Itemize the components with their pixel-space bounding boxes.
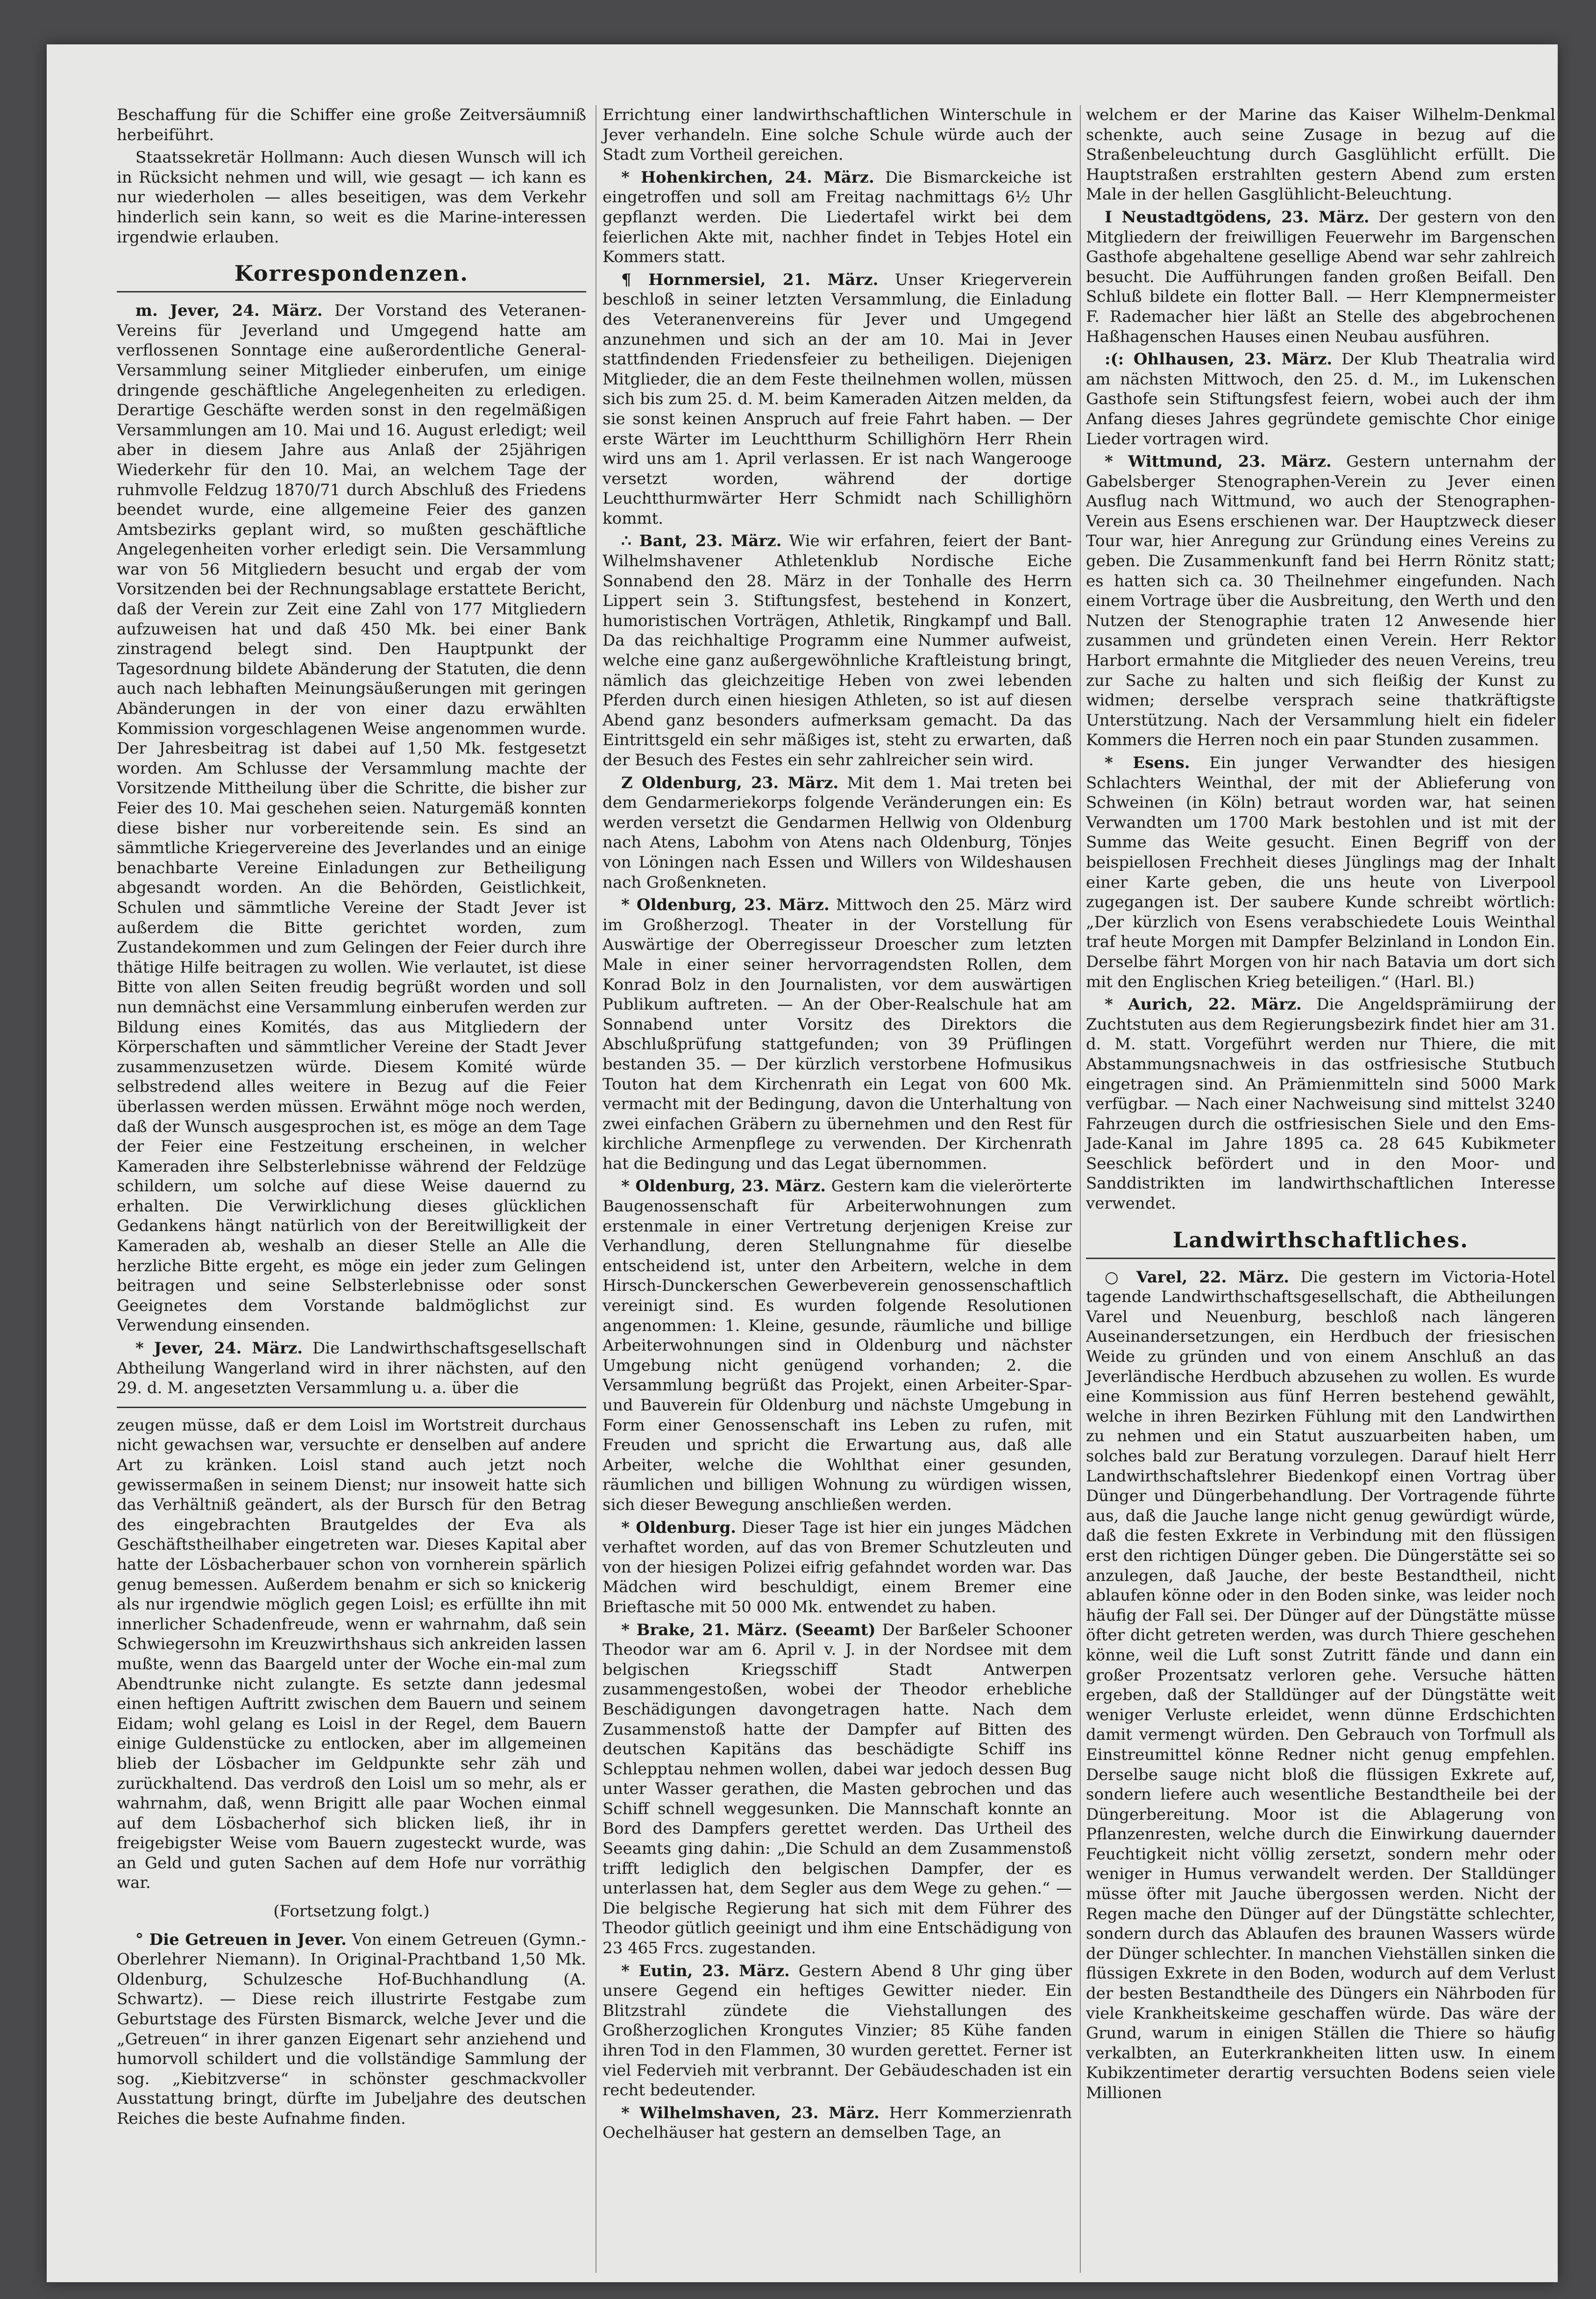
feuilleton-divider xyxy=(117,1407,586,1408)
article-text: Die Bismarckeiche ist eingetroffen und soll am Freitag nachmittags 6½ Uhr gepflanzt werden. Die Liedertafel wirkt bei dem feierlichen Akte mit, nachher findet in Tebjes Hotel ein Kommers statt. xyxy=(603,168,1072,267)
column-2 xyxy=(603,105,1072,2146)
article-text: Gestern unternahm der Gabelsberger Stenographen-Verein zu Jever einen Ausflug nach Wittmund, wo auch der Stenographen-Verein aus Esens erschienen war. Der Hauptzweck dieser Tour war, hier Anregung zur Gründung eines Vereins zu geben. Die Zusammenkunft fand bei Herrn Rönitz statt; es hatten sich ca. 30 Theilnehmer eingefunden. Nach einem Vortrage über die Ausbreitung, den Werth und den Nutzen der Stenographie traten 12 Anwesende hier zusammen und gründeten einen Verein. Herr Rektor Harbort ermahnte die Mitglieder des neuen Vereins, treu zur Sache zu halten und sich fleißig der Kunst zu widmen; derselbe versprach seine thatkräftigste Unterstützung. Nach der Versammlung hielt ein fideler Kommers die Herren noch ein paar Stunden zusammen. xyxy=(1086,452,1556,750)
article-text: Die Landwirthschaftsgesellschaft Abtheilung Wangerland wird in ihrer nächsten, auf den 29. d. M. angesetzten Versammlung u. a. über die xyxy=(117,1339,586,1398)
article-text: Herr Kommerzienrath Oechelhäuser hat gestern an demselben Tage, an xyxy=(603,2103,1072,2142)
newspaper-page xyxy=(47,44,1558,2282)
article-text: Mittwoch den 25. März wird im Großherzogl. Theater in der Vorstellung für Auswärtige der Oberregisseur Droescher zum letzten Male in einer seiner hervorragendsten Rollen, dem Konrad Bolz in den Journalisten, vor dem auswärtigen Publikum auftreten. — An der Ober-Realschule hat am Sonnabend unter Vorsitz des Direktors die Abschlußprüfung stattgefunden; von 39 Prüflingen bestanden 35. — Der kürzlich verstorbene Hofmusikus Touton hat dem Kirchenrath ein Legat von 600 Mk. vermacht mit der Bedingung, davon die Unterhaltung von zwei einfachen Gräbern zu übernehmen und den Rest für kirchliche Armenpflege zu verwenden. Der Kirchenrath hat die Bedingung und das Legat übernommen. xyxy=(603,896,1072,1173)
article xyxy=(603,270,1072,529)
article-text: Der gestern von den Mitgliedern der freiwilligen Feuerwehr im Bargenschen Gasthofe abgehaltene gesellige Abend war sehr zahlreich besucht. Die Aufführungen fanden großen Beifall. Den Schluß bildete ein flotter Ball. — Herr Klempnermeister F. Rademacher hier läßt an Stelle des abgebrochenen Haßhagenschen Hauses einen Neubau ausführen. xyxy=(1086,207,1556,346)
paragraph: Beschaffung für die Schiffer eine große Zeitversäumniß herbeiführt. xyxy=(117,106,586,144)
article xyxy=(603,105,1072,165)
article-text: Mit dem 1. Mai treten bei dem Gendarmeriekorps folgende Veränderungen ein: Es werden versetzt die Gendarmen Hellwig von Oldenburg nach Atens, Labohm von Atens nach Oldenburg, Tönjes von Löningen nach Essen und Willers von Wildeshausen nach Großenkneten. xyxy=(603,773,1072,892)
column-1 xyxy=(117,105,586,2132)
article xyxy=(603,1176,1072,1515)
article xyxy=(1086,1267,1555,2103)
dateline: * Brake, 21. März. (Seeamt) xyxy=(621,1620,876,1639)
dateline: * Wilhelmshaven, 23. März. xyxy=(621,2103,880,2122)
article xyxy=(117,301,586,1336)
article xyxy=(1086,349,1555,449)
article-text: welchem er der Marine das Kaiser Wilhelm-Denkmal schenkte, auch seine Zusage in bezug auf die Straßenbeleuchtung durch Gasglühlicht erfüllt. Die Hauptstraßen erstrahlten gestern Abend zum ersten Male in der hellen Gasglühlicht-Beleuchtung. xyxy=(1086,106,1555,204)
dateline: :(: Ohlhausen, 23. März. xyxy=(1105,350,1333,369)
section-heading: Korrespondenzen. xyxy=(117,259,586,292)
section-heading: Landwirthschaftliches. xyxy=(1086,1226,1555,1259)
article xyxy=(1086,753,1555,992)
feuilleton-text: zeugen müsse, daß er dem Loisl im Wortstreit durchaus nicht gewachsen war, versuchte er denselben auf andere Art zu kränken. Loisl stand auch jetzt noch gewissermaßen in seinem Dienst; nur insoweit hatte sich das Verhältniß geändert, als der Bursch für den Betrag des eingebrachten Brautgeldes der Eva als Geschäftstheilhaber eingetreten war. Dieses Kapital aber hatte der Lösbacherbauer schon von vornherein spärlich genug bemessen. Außerdem benahm er sich so knickerig als nur irgendwie möglich gegen Loisl; es erfüllte ihn mit innerlicher Schadenfreude, wenn er wahrnahm, daß sein Schwiegersohn im Kreuzwirthshaus sich ankreiden lassen mußte, wenn das Baargeld unter der Woche ein-mal zum Abendtrunke nicht zulangte. Es setzte dann jedesmal einen heftigen Auftritt zwischen dem Bauern und seinem Eidam; wohl gelang es Loisl in der Regel, dem Bauern einige Guldenstücke zu entlocken, aber im allgemeinen blieb der Lösbacher im Geldpunkte sehr zäh und zurückhaltend. Das verdroß den Loisl um so mehr, als er wahrnahm, daß, wenn Brigitt alle paar Wochen einmal auf dem Lösbacherhof sich blicken ließ, ihr in freigebigster Weise vom Bauern zugesteckt wurde, was an Geld und guten Sachen auf dem Hofe nur vorräthig war. xyxy=(117,1416,586,1893)
article-text: Gestern Abend 8 Uhr ging über unsere Gegend ein heftiges Gewitter nieder. Ein Blitzstrahl zündete die Viehstallungen des Großherzoglichen Krongutes Vinzier; 85 Kühe fanden ihren Tod in den Flammen, 30 wurden gerettet. Ferner ist viel Federvieh mit verbrannt. Der Gebäudeschaden ist ein recht bedeutender. xyxy=(603,1961,1072,2100)
article-text: Unser Kriegerverein beschloß in seiner letzten Versammlung, die Einladung des Veteranenvereins für Jever und Umgegend anzunehmen und sich an der am 10. Mai in Jever stattfindenden Friedensfeier zu betheiligen. Diejenigen Mitglieder, die an dem Feste theilnehmen wollen, müssen sich bis zum 25. d. M. beim Kameraden Aitzen melden, da sie sonst keinen Anspruch auf freie Fahrt haben. — Der erste Wärter im Leuchtthurm Schillighörn Herr Rhein wird uns am 1. April verlassen. Er ist nach Wangerooge versetzt worden, während der dortige Leuchtthurmwärter Herr Schmidt nach Schillighörn kommt. xyxy=(603,270,1072,528)
article-text: Der Barßeler Schooner Theodor war am 6. April v. J. in der Nordsee mit dem belgischen Kriegsschiff Stadt Antwerpen zusammengestoßen, wobei der Theodor erhebliche Beschädigungen davongetragen hatte. Nach dem Zusammenstoß hatte der Dampfer auf Bitten des deutschen Kapitäns das beschädigte Schiff ins Schlepptau nehmen wollen, dabei war jedoch dessen Bug unter Wasser gerathen, die Masten gebrochen und das Schiff schnell weggesunken. Die Mannschaft konnte an Bord des Dampfers gerettet werden. Das Urtheil des Seeamts ging dahin: „Die Schuld an dem Zusammenstoß trifft lediglich den belgischen Dampfer, der es unterlassen hat, dem Segler aus dem Wege zu gehen.“ — Die belgische Regierung hat sich mit dem Führer des Theodor gütlich geeinigt und ihm eine Entschädigung von 23 465 Frcs. zugestanden. xyxy=(603,1620,1072,1958)
column-3 xyxy=(1086,105,1555,2106)
dateline: ○ Varel, 22. März. xyxy=(1105,1267,1290,1287)
article-text: Wie wir erfahren, feiert der Bant-Wilhelmshavener Athletenklub Nordische Eiche Sonnabend den 28. März in der Tonhalle des Herrn Lippert sein 3. Stiftungsfest, bestehend in Konzert, humoristischen Vorträgen, Athletik, Ringkampf und Ball. Da das reichhaltige Programm eine Nummer aufweist, welche eine ganz außergewöhnliche Kraftleistung bringt, nämlich das gleichzeitige Heben von zwei lebenden Pferden durch einen hiesigen Athleten, so ist auf diesen Abend ganz besonders aufmerksam gemacht. Da das Eintrittsgeld ein sehr mäßiges ist, steht zu erwarten, daß der Besuch des Festes ein sehr zahlreicher sein wird. xyxy=(603,532,1072,769)
dateline: * Esens. xyxy=(1105,754,1190,772)
dateline: * Oldenburg, 23. März. xyxy=(621,1177,826,1196)
article-text: Die Angeldsprämiirung der Zuchtstuten aus dem Regierungsbezirk findet hier am 31. d. M. statt. Vorgeführt werden nur Thiere, die mit Abstammungsnachweis in das ostfriesische Stutbuch eingetragen sind. An Prämienmitteln sind 5000 Mark verfügbar. — Nach einer Nachweisung sind mittelst 3240 Fahrzeugen durch die ostfriesischen Siele und den Ems-Jade-Kanal im Jahre 1895 ca. 28 645 Kubikmeter Seeschlick befördert und in den Moor- und Sanddistrikten im landwirthschaftlichen Interesse verwendet. xyxy=(1086,995,1555,1213)
dateline: * Hohenkirchen, 24. März. xyxy=(621,168,874,187)
article xyxy=(603,773,1072,893)
dateline: * Eutin, 23. März. xyxy=(621,1961,790,1980)
article xyxy=(603,1961,1072,2100)
article xyxy=(1086,452,1555,750)
article-text: Von einem Getreuen (Gymn.-Oberlehrer Niemann). In Original-Prachtband 1,50 Mk. Oldenburg, Schulzesche Hof-Buchhandlung (A. Schwartz). — Diese reich illustrirte Festgabe zum Geburtstage des Fürsten Bismarck, welche Jever und die „Getreuen“ in ihrer ganzen Eigenart sehr anziehend und humorvoll schildert und die vollständige Sammlung der sog. „Kiebitzverse“ in schönster geschmackvoller Ausstattung bringt, dürfte im Jubeljahre des deutschen Reiches die beste Aufnahme finden. xyxy=(117,1930,586,2128)
dateline: ¶ Hornmersiel, 21. März. xyxy=(621,270,879,289)
article xyxy=(603,1620,1072,1958)
article-text: Ein junger Verwandter des hiesigen Schlachters Weinthal, der mit der Ablieferung von Schweinen (in Köln) betraut worden war, hat seinen Verwandten um 1700 Mark bestohlen und ist mit der Summe das Weite gesucht. Einen Begriff von der beispiellosen Frechheit dieses Jünglings mag der Inhalt einer Karte geben, die uns heute von Liverpool zugegangen ist. Der saubere Kunde schreibt wörtlich: „Der kürzlich von Esens verabschiedete Louis Weinthal traf heute Morgen mit Dampfer Belzinland in London Ein. Derselbe fährt Morgen von hir nach Batavia um dort sich mit den Englischen Krieg beteiligen.“ (Harl. Bl.) xyxy=(1086,754,1555,991)
column-divider xyxy=(1080,105,1081,2273)
dateline: * Jever, 24. März. xyxy=(135,1339,303,1358)
paragraph: Staatssekretär Hollmann: Auch diesen Wunsch will ich in Rücksicht nehmen und will, wie gesagt — ich kann es nur wiederholen — alles beseitigen, was dem Verkehr hinderlich sein kann, so weit es die Marine-interessen irgendwie erlauben. xyxy=(117,148,586,247)
dateline: ° Die Getreuen in Jever. xyxy=(135,1930,347,1949)
article-text: Die gestern im Victoria-Hotel tagende Landwirthschaftsgesellschaft, die Abtheilungen Varel und Neuenburg, beschloß nach längeren Auseinandersetzungen, ein Herdbuch der friesischen Weide zu gründen und von einem Anschluß an das Jeverländische Herdbuch abzusehen zu wollen. Es wurde eine Kommission aus fünf Herren bestehend gewählt, welche in ihren Bezirken Fühlung mit den Landwirthen zu nehmen und ein Statut auszuarbeiten haben, um solches bald zur Beratung vorzulegen. Darauf hielt Herr Landwirthschaftslehrer Biedenkopf einen Vortrag über Dünger und Düngerbehandlung. Der Vortragende führte aus, daß die Jauche lange nicht genug gewürdigt würde, daß die festen Exkrete in Verbindung mit den flüssigen erst den richtigen Dünger geben. Die Düngerstätte sei so anzulegen, daß Jauche, der beste Bestandtheil, nicht ablaufen könne oder in den Boden sinke, was leider noch häufig der Fall sei. Der Dünger auf der Düngstätte müsse öfter dicht getreten werden, was durch Thiere geschehen könne, weil die Luft sonst Zutritt fände und dann ein großer Prozentsatz verloren gehe. Versuche hätten ergeben, daß der Stalldünger auf der Düngstätte weit weniger Verluste erleidet, wenn dünne Erdschichten damit vermengt würden. Den Gebrauch von Torfmull als Einstreumittel könne Redner nicht genug empfehlen. Derselbe sauge nicht bloß die flüssigen Exkrete auf, sondern liefere auch wesentliche Bestandtheile bei der Düngerbereitung. Moor ist die Ablagerung von Pflanzenresten, welche durch die Einwirkung dauernder Feuchtigkeit nicht völlig zersetzt, sondern mehr oder weniger in Humus verwandelt werden. Der Stalldünger müsse öfter mit Jauche übergossen werden. Nicht der Regen mache den Dünger auf der Düngstätte schlechter, sondern durch das Ablaufen des braunen Wassers würde der Dünger schlechter. In manchen Viehställen sinken die flüssigen Exkrete in den Boden, wodurch auf dem Verlust der besten Bestandtheile des Düngers ein Nährboden für viele Krankheitskeime geschaffen würde. Das wäre der Grund, warum in einigen Ställen die Thiere so häufig verkalbten, an Euterkrankheiten litten usw. In einem Kubikzentimeter derartig versuchten Bodens seien viele Millionen xyxy=(1086,1267,1556,2102)
article xyxy=(117,1338,586,1398)
dateline: m. Jever, 24. März. xyxy=(135,301,323,320)
article-text: Der Klub Theatralia wird am nächsten Mittwoch, den 25. d. M., im Lukenschen Gasthofe sein Stiftungsfest feiern, wobei auch der ihm Anfang dieses Jahres gegründete gemischte Chor einige Lieder vortragen wird. xyxy=(1086,350,1555,448)
dateline: * Wittmund, 23. März. xyxy=(1105,452,1332,471)
article xyxy=(603,168,1072,267)
article-text: Gestern kam die vielerörterte Baugenossenschaft für Arbeiterwohnungen zum erstenmale in einer Vertretung derjenigen Kreise zur Verhandlung, deren Stellungnahme für dieselbe entscheidend ist, unter den Arbeitern, welche in dem Hirsch-Dunckerschen Gewerbeverein genossenschaftlich vereinigt sind. Es wurden folgende Resolutionen angenommen: 1. Kleine, gesunde, räumliche und billige Arbeiterwohnungen sind in Oldenburg und nächster Umgebung nicht genügend vorhanden; 2. die Versammlung begrüßt das Projekt, einen Arbeiter-Spar- und Bauverein für Oldenburg und nächste Umgebung in Form einer Genossenschaft ins Leben zu rufen, mit Freuden und spricht die Erwartung aus, daß alle Arbeiter, welche die Wohlthat einer gesunden, räumlichen und billigen Wohnung zu würdigen wissen, sich dieser Bewegung anschließen werden. xyxy=(603,1177,1072,1514)
dateline: * Oldenburg. xyxy=(621,1518,736,1537)
article-text: Der Vorstand des Veteranen-Vereins für Jeverland und Umgegend hatte am verflossenen Sonntage eine außerordentliche General-Versammlung seiner Mitglieder einberufen, um einige dringende geschäftliche Angelegenheiten zu erledigen. Derartige Geschäfte werden sonst in den regelmäßigen Versammlungen am 10. Mai und 16. August erledigt; weil aber in diesem Jahre aus Anlaß der 25jährigen Wiederkehr für den 10. Mai, an welchem Tage der ruhmvolle Feldzug 1870/71 durch Abschluß des Friedens beendet wurde, eine allgemeine Feier des ganzen Amtsbezirks geplant wird, so mußten geschäftliche Angelegenheiten vorher erledigt sein. Die Versammlung war von 56 Mitgliedern besucht und ergab der vom Vorsitzenden bei der Rechnungsablage erstattete Bericht, daß der Verein zur Zeit eine Zahl von 177 Mitgliedern aufzuweisen hat und daß 450 Mk. bei einer Bank zinstragend belegt sind. Den Hauptpunkt der Tagesordnung bildete Abänderung der Statuten, die denn auch nach lebhaften Meinungsäußerungen mit geringen Abänderungen in der von einer dazu erwählten Kommission vorgeschlagenen Weise angenommen wurde. Der Jahresbeitrag ist dabei auf 1,50 Mk. festgesetzt worden. Am Schlusse der Versammlung machte der Vorsitzende Mittheilung über die Schritte, die bisher zur Feier des 10. Mai geschehen seien. Naturgemäß konnten diese bisher nur vorbereitende sein. Es sind an sämmtliche Kriegervereine des Jeverlandes und an einige benachbarte Vereine Einladungen zur Betheiligung abgesandt worden. An die Behörden, Geistlichkeit, Schulen und sämmtliche Vereine der Stadt Jever ist außerdem die Bitte gerichtet worden, zum Zustandekommen und zum Gelingen der Feier durch ihre thätige Hilfe beitragen zu wollen. Wie verlautet, ist diese Bitte von allen Seiten freudig begrüßt worden und soll nun demnächst eine Versammlung einberufen werden zur Bildung eines Komités, das aus Mitgliedern der Körperschaften und sämmtlicher Vereine der Stadt Jever zusammenzusetzen würde. Diesem Komité würde selbstredend alles weitere in Bezug auf die Feier überlassen werden müssen. Erwähnt möge noch werden, daß der Wunsch ausgesprochen ist, es möge an dem Tage der Feier eine Festzeitung erscheinen, in welcher Kameraden ihre Selbsterlebnisse während der Feldzüge schildern, um solche auf diese Weise dauernd zu erhalten. Die Verwirklichung dieses glücklichen Gedankens hängt natürlich von der Bereitwilligkeit der Kameraden ab, weshalb an dieser Stelle an Alle die herzliche Bitte ergeht, es möge ein jeder zum Gelingen beitragen und seine Selbsterlebnisse oder sonst Geeignetes dem Vorstande baldmöglichst zur Verwendung einsenden. xyxy=(117,301,586,1335)
article xyxy=(603,531,1072,770)
dateline: ∴ Bant, 23. März. xyxy=(621,532,782,551)
article xyxy=(603,895,1072,1174)
article xyxy=(603,2103,1072,2143)
dateline: I Neustadtgödens, 23. März. xyxy=(1105,207,1369,227)
article xyxy=(1086,105,1555,205)
continued-note: (Fortsetzung folgt.) xyxy=(273,1902,430,1921)
dateline: * Oldenburg, 23. März. xyxy=(621,896,830,915)
article xyxy=(1086,995,1555,1214)
dateline: * Aurich, 22. März. xyxy=(1105,995,1302,1014)
book-notice xyxy=(117,1930,586,2129)
article xyxy=(1086,207,1555,347)
article-text: Dieser Tage ist hier ein junges Mädchen verhaftet worden, auf das von Bremer Schutzleuten und von der hiesigen Polizei eifrig gefahndet worden war. Das Mädchen wird beschuldigt, einem Bremer eine Brieftasche mit 50 000 Mk. entwendet zu haben. xyxy=(603,1518,1072,1616)
article-text: Errichtung einer landwirthschaftlichen Winterschule in Jever verhandeln. Eine solche Schule würde auch der Stadt zum Vortheil gereichen. xyxy=(603,106,1072,164)
article xyxy=(603,1518,1072,1617)
dateline: Z Oldenburg, 23. März. xyxy=(621,773,839,792)
